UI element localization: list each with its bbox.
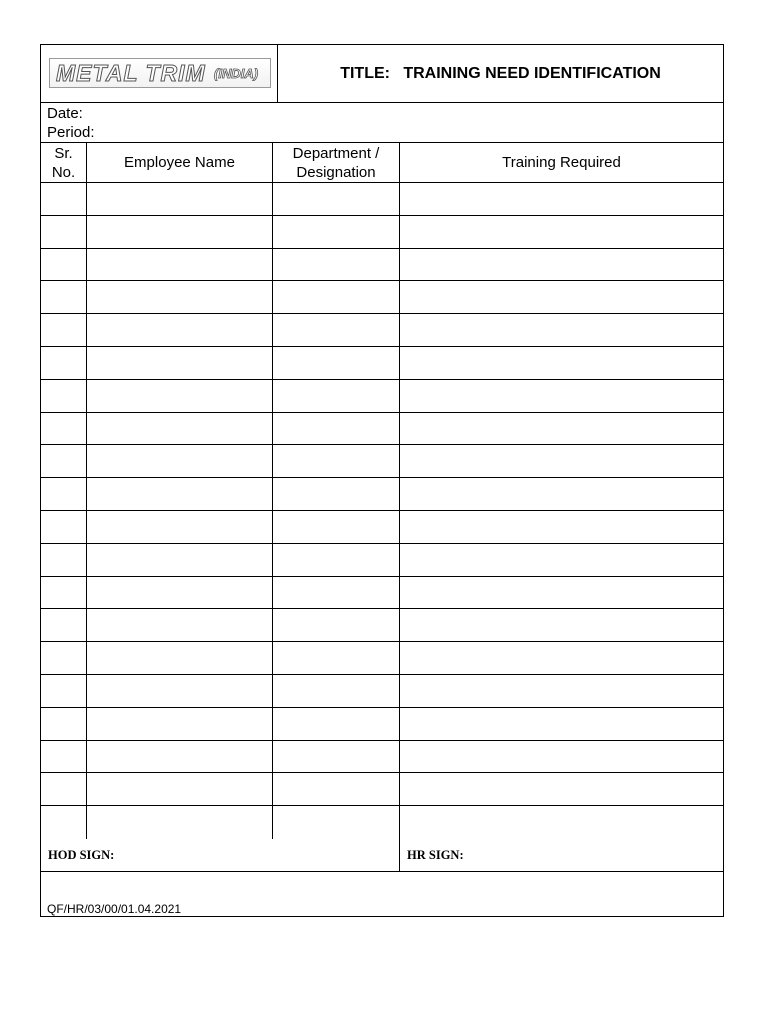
logo-main-text: METAL TRIM <box>56 60 206 86</box>
table-row <box>41 380 723 413</box>
table-row <box>41 577 723 610</box>
training-required-cell[interactable] <box>400 445 723 477</box>
table-row <box>41 708 723 741</box>
table-row <box>41 741 723 774</box>
department-cell[interactable] <box>273 380 400 412</box>
employee-name-cell[interactable] <box>87 183 273 215</box>
sr-no-cell[interactable] <box>41 347 87 379</box>
period-field-label: Period: <box>47 124 95 141</box>
department-cell[interactable] <box>273 183 400 215</box>
date-period-section <box>41 103 723 143</box>
employee-name-cell[interactable] <box>87 281 273 313</box>
training-required-cell[interactable] <box>400 347 723 379</box>
table-row <box>41 445 723 478</box>
department-cell[interactable] <box>273 216 400 248</box>
employee-name-cell[interactable] <box>87 314 273 346</box>
department-cell[interactable] <box>273 413 400 445</box>
training-required-cell[interactable] <box>400 413 723 445</box>
employee-name-cell[interactable] <box>87 347 273 379</box>
company-logo <box>49 58 271 88</box>
department-cell[interactable] <box>273 478 400 510</box>
training-required-cell[interactable] <box>400 741 723 773</box>
department-cell[interactable] <box>273 445 400 477</box>
table-row <box>41 806 723 839</box>
employee-name-cell[interactable] <box>87 642 273 674</box>
sr-no-cell[interactable] <box>41 741 87 773</box>
department-cell[interactable] <box>273 511 400 543</box>
sr-no-cell[interactable] <box>41 577 87 609</box>
sr-no-cell[interactable] <box>41 544 87 576</box>
table-row <box>41 314 723 347</box>
department-cell[interactable] <box>273 609 400 641</box>
employee-name-cell[interactable] <box>87 445 273 477</box>
sr-no-cell[interactable] <box>41 281 87 313</box>
training-required-cell[interactable] <box>400 806 723 839</box>
training-required-cell[interactable] <box>400 314 723 346</box>
sr-no-cell[interactable] <box>41 773 87 805</box>
training-required-cell[interactable] <box>400 577 723 609</box>
employee-name-cell[interactable] <box>87 544 273 576</box>
department-cell[interactable] <box>273 741 400 773</box>
employee-name-cell[interactable] <box>87 675 273 707</box>
employee-name-cell[interactable] <box>87 413 273 445</box>
sr-no-cell[interactable] <box>41 216 87 248</box>
table-row <box>41 413 723 446</box>
header-employee-name: Employee Name <box>87 143 273 182</box>
table-row <box>41 511 723 544</box>
department-cell[interactable] <box>273 577 400 609</box>
date-field-label: Date: <box>47 105 83 122</box>
department-cell[interactable] <box>273 249 400 281</box>
table-row <box>41 675 723 708</box>
department-cell[interactable] <box>273 642 400 674</box>
training-required-cell[interactable] <box>400 249 723 281</box>
signature-row <box>41 839 723 872</box>
employee-name-cell[interactable] <box>87 773 273 805</box>
document-number: QF/HR/03/00/01.04.2021 <box>47 902 182 916</box>
sr-no-cell[interactable] <box>41 249 87 281</box>
sr-no-cell[interactable] <box>41 675 87 707</box>
employee-name-cell[interactable] <box>87 708 273 740</box>
employee-name-cell[interactable] <box>87 380 273 412</box>
table-row <box>41 249 723 282</box>
training-required-cell[interactable] <box>400 708 723 740</box>
sr-no-cell[interactable] <box>41 609 87 641</box>
department-cell[interactable] <box>273 675 400 707</box>
training-required-cell[interactable] <box>400 380 723 412</box>
department-cell[interactable] <box>273 708 400 740</box>
sr-no-cell[interactable] <box>41 314 87 346</box>
training-need-form <box>40 44 724 917</box>
table-row <box>41 642 723 675</box>
table-row <box>41 216 723 249</box>
table-row <box>41 544 723 577</box>
form-header <box>41 45 723 103</box>
training-required-cell[interactable] <box>400 183 723 215</box>
training-required-cell[interactable] <box>400 511 723 543</box>
training-required-cell[interactable] <box>400 281 723 313</box>
header-department-designation: Department / Designation <box>273 143 400 182</box>
hr-sign-label: HR SIGN: <box>407 847 464 862</box>
hod-sign-label: HOD SIGN: <box>41 839 400 871</box>
training-required-cell[interactable] <box>400 216 723 248</box>
table-row <box>41 281 723 314</box>
sr-no-cell[interactable] <box>41 380 87 412</box>
department-cell[interactable] <box>273 314 400 346</box>
table-header-row <box>41 143 723 183</box>
training-required-cell[interactable] <box>400 544 723 576</box>
table-body <box>41 183 723 839</box>
department-cell[interactable] <box>273 773 400 805</box>
sr-no-cell[interactable] <box>41 806 87 839</box>
training-required-cell[interactable] <box>400 675 723 707</box>
logo-cell <box>41 45 278 103</box>
form-footer <box>41 872 723 916</box>
employee-name-cell[interactable] <box>87 511 273 543</box>
table-row <box>41 183 723 216</box>
table-row <box>41 609 723 642</box>
employee-name-cell[interactable] <box>87 478 273 510</box>
title-label: TITLE: <box>340 65 390 82</box>
employee-name-cell[interactable] <box>87 806 273 839</box>
department-cell[interactable] <box>273 806 400 839</box>
table-row <box>41 478 723 511</box>
employee-name-cell[interactable] <box>87 577 273 609</box>
sr-no-cell[interactable] <box>41 183 87 215</box>
training-required-cell[interactable] <box>400 642 723 674</box>
employee-name-cell[interactable] <box>87 741 273 773</box>
department-cell[interactable] <box>273 544 400 576</box>
header-sr-no: Sr. No. <box>41 143 87 182</box>
sr-no-cell[interactable] <box>41 413 87 445</box>
employee-name-cell[interactable] <box>87 249 273 281</box>
department-cell[interactable] <box>273 281 400 313</box>
employee-name-cell[interactable] <box>87 216 273 248</box>
logo-sub-text: (INDIA) <box>214 66 259 81</box>
sr-no-cell[interactable] <box>41 511 87 543</box>
sr-no-cell[interactable] <box>41 642 87 674</box>
sr-no-cell[interactable] <box>41 708 87 740</box>
department-cell[interactable] <box>273 347 400 379</box>
table-row <box>41 347 723 380</box>
header-training-required: Training Required <box>502 154 621 171</box>
training-required-cell[interactable] <box>400 609 723 641</box>
sr-no-cell[interactable] <box>41 478 87 510</box>
form-title <box>278 45 723 103</box>
training-required-cell[interactable] <box>400 773 723 805</box>
table-row <box>41 773 723 806</box>
employee-name-cell[interactable] <box>87 609 273 641</box>
title-text: TRAINING NEED IDENTIFICATION <box>403 65 661 82</box>
sr-no-cell[interactable] <box>41 445 87 477</box>
training-required-cell[interactable] <box>400 478 723 510</box>
